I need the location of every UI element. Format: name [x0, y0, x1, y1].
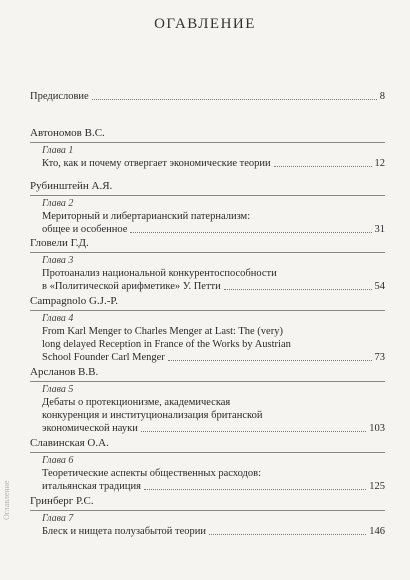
author-heading: Рубинштейн А.Я.	[30, 180, 385, 196]
toc-entry[interactable]	[42, 157, 385, 170]
entry-page: 12	[374, 158, 385, 169]
toc-entry[interactable]	[42, 525, 385, 538]
entry-title-line: long delayed Reception in France of the Works by Austrian	[42, 339, 291, 350]
entry-page: 146	[369, 526, 385, 537]
entry-title-line: School Founder Carl Menger	[42, 352, 165, 363]
dot-leader	[141, 431, 366, 432]
chapter-label: Глава 2	[42, 198, 74, 209]
entry-title-line: Блеск и нищета полузабытой теории	[42, 526, 207, 537]
author-heading: Гловели Г.Д.	[30, 237, 385, 253]
toc-entry[interactable]	[42, 325, 385, 364]
entry-title-line: общее и особенное	[42, 224, 128, 235]
toc-entry[interactable]	[42, 467, 385, 493]
toc-entry[interactable]	[42, 210, 385, 236]
dot-leader	[144, 489, 366, 490]
entry-title-line: конкуренция и институционализация британской	[42, 410, 263, 421]
toc-entry[interactable]	[42, 267, 385, 293]
chapter-label: Глава 3	[42, 255, 74, 266]
entry-title-line: Кто, как и почему отвергает экономические теории	[42, 158, 271, 169]
preface-entry[interactable]	[30, 91, 385, 103]
entry-title-line: в «Политической арифметике» У. Петти	[42, 281, 221, 292]
side-running-head: Оглавление	[2, 480, 11, 520]
toc-entry[interactable]	[42, 396, 385, 435]
author-heading: Гринберг Р.С.	[30, 495, 385, 511]
dot-leader	[274, 166, 372, 167]
entry-title-line: From Karl Menger to Charles Menger at Last: The (very)	[42, 326, 283, 337]
dot-leader	[224, 289, 372, 290]
entry-page: 54	[374, 281, 385, 292]
dot-leader	[209, 534, 366, 535]
author-heading: Арсланов В.В.	[30, 366, 385, 382]
chapter-label: Глава 7	[42, 513, 74, 524]
entry-title-line: Дебаты о протекционизме, академическая	[42, 397, 231, 408]
entry-page: 31	[374, 224, 385, 235]
entry-page: 73	[374, 352, 385, 363]
entry-title-line: итальянская традиция	[42, 481, 141, 492]
page-title: ОГАВЛЕНИЕ	[154, 16, 256, 32]
chapter-label: Глава 4	[42, 313, 74, 324]
author-heading: Автономов В.С.	[30, 127, 385, 143]
entry-page: 125	[369, 481, 385, 492]
author-heading: Campagnolo G.J.-P.	[30, 295, 385, 311]
preface-label: Предисловие	[30, 91, 89, 102]
entry-title-line: экономической науки	[42, 423, 138, 434]
preface-page: 8	[379, 91, 385, 102]
entry-page: 103	[369, 423, 385, 434]
dot-leader	[130, 232, 371, 233]
chapter-label: Глава 1	[42, 145, 74, 156]
dot-leader	[168, 360, 372, 361]
chapter-label: Глава 6	[42, 455, 74, 466]
entry-title-line: Мериторный и либертарианский патернализм:	[42, 211, 251, 222]
chapter-label: Глава 5	[42, 384, 74, 395]
entry-title-line: Теоретические аспекты общественных расходов:	[42, 468, 262, 479]
dot-leader	[92, 98, 377, 100]
entry-title-line: Протоанализ национальной конкурентоспособности	[42, 268, 277, 279]
author-heading: Славинская О.А.	[30, 437, 385, 453]
